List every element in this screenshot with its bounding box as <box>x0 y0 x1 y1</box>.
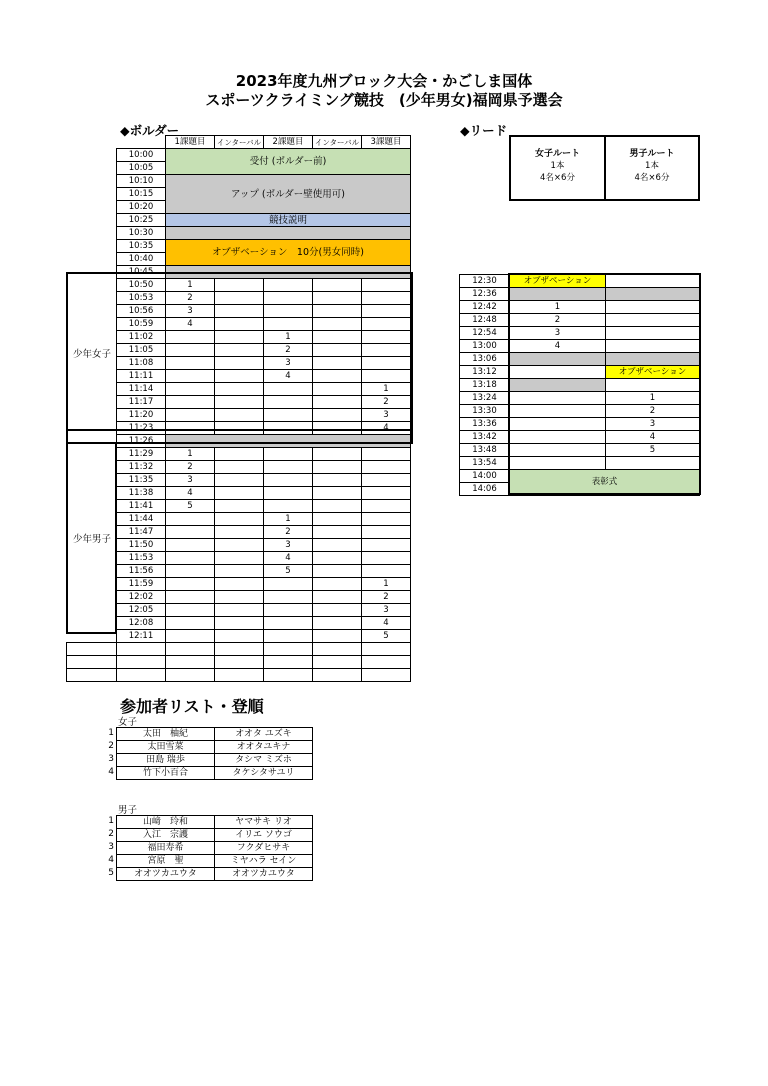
men-participant-list <box>116 815 313 881</box>
participant-row <box>117 767 313 780</box>
participant-name: 太田雪菜 <box>117 741 215 754</box>
problem3-cell <box>362 513 411 526</box>
time-cell: 11:02 <box>117 331 166 344</box>
boulder-row <box>67 617 411 630</box>
boulder-row <box>67 591 411 604</box>
problem3-cell <box>362 539 411 552</box>
interval2-cell <box>313 448 362 461</box>
lead-row <box>460 418 700 431</box>
time-cell: 13:06 <box>460 353 510 366</box>
empty-cell <box>67 643 117 656</box>
problem3-cell: 4 <box>362 422 411 435</box>
time-cell: 10:40 <box>117 253 166 266</box>
time-cell: 11:47 <box>117 526 166 539</box>
women-cell <box>510 431 606 444</box>
interval1-cell <box>215 565 264 578</box>
time-cell: 10:30 <box>117 227 166 240</box>
problem3-cell: 5 <box>362 630 411 643</box>
women-cell <box>510 353 606 366</box>
interval2-cell <box>313 604 362 617</box>
lead-row <box>460 275 700 288</box>
interval1-cell <box>215 539 264 552</box>
women-list-label: 女子 <box>118 717 138 728</box>
problem3-cell: 3 <box>362 409 411 422</box>
problem2-cell <box>264 500 313 513</box>
time-cell: 12:05 <box>117 604 166 617</box>
interval2-cell <box>313 578 362 591</box>
participant-number: 1 <box>108 816 114 826</box>
problem1-cell: 3 <box>166 474 215 487</box>
lead-row <box>460 470 700 483</box>
participant-row <box>117 842 313 855</box>
women-route-count: 1本 <box>550 161 565 171</box>
time-cell: 13:18 <box>460 379 510 392</box>
time-cell: 13:42 <box>460 431 510 444</box>
men-cell: 5 <box>606 444 700 457</box>
men-cell <box>606 379 700 392</box>
problem1-cell <box>166 578 215 591</box>
women-cell <box>510 379 606 392</box>
problem2-cell: 3 <box>264 539 313 552</box>
interval1-cell <box>215 630 264 643</box>
time-cell: 10:20 <box>117 201 166 214</box>
participant-row <box>117 741 313 754</box>
time-cell: 11:29 <box>117 448 166 461</box>
problem2-cell <box>264 591 313 604</box>
problem1-cell <box>166 526 215 539</box>
participant-name: 入江 宗護 <box>117 829 215 842</box>
men-cell: 3 <box>606 418 700 431</box>
interval1-cell <box>215 617 264 630</box>
column-header: 2課題目 <box>264 136 313 149</box>
women-cell <box>510 418 606 431</box>
lead-row <box>460 340 700 353</box>
time-cell: 10:00 <box>117 149 166 162</box>
time-cell: 11:44 <box>117 513 166 526</box>
time-cell: 11:05 <box>117 344 166 357</box>
problem2-cell: 5 <box>264 565 313 578</box>
participant-name: 福田寿希 <box>117 842 215 855</box>
problem3-cell: 2 <box>362 591 411 604</box>
interval2-cell <box>313 565 362 578</box>
participant-row <box>117 754 313 767</box>
problem3-cell <box>362 500 411 513</box>
participant-name: 太田 柚紀 <box>117 728 215 741</box>
women-cell <box>510 288 606 301</box>
participant-kana: タケシタサユリ <box>215 767 313 780</box>
time-cell: 12:02 <box>117 591 166 604</box>
problem3-cell <box>362 526 411 539</box>
women-cell <box>510 444 606 457</box>
interval1-cell <box>215 578 264 591</box>
interval2-cell <box>313 526 362 539</box>
men-list-label: 男子 <box>118 805 138 816</box>
problem2-cell: 2 <box>264 526 313 539</box>
interval2-cell <box>313 500 362 513</box>
women-group-frame <box>66 272 413 431</box>
participant-row <box>117 728 313 741</box>
lead-row <box>460 405 700 418</box>
warmup-event: アップ (ボルダー壁使用可) <box>166 175 411 214</box>
women-route-title: 女子ルート <box>534 149 580 159</box>
lead-row <box>460 431 700 444</box>
empty-cell <box>362 643 411 656</box>
time-cell: 11:38 <box>117 487 166 500</box>
problem3-cell <box>362 552 411 565</box>
participant-kana: ミヤハラ セイン <box>215 855 313 868</box>
problem2-cell <box>264 474 313 487</box>
time-cell: 13:24 <box>460 392 510 405</box>
problem3-cell: 2 <box>362 396 411 409</box>
time-cell: 13:30 <box>460 405 510 418</box>
time-cell: 11:26 <box>117 435 166 448</box>
problem1-cell <box>166 539 215 552</box>
empty-cell <box>215 656 264 669</box>
document-title-line1: 2023年度九州ブロック大会・かごしま国体 <box>235 72 533 90</box>
problem3-cell <box>362 565 411 578</box>
time-cell: 10:59 <box>117 318 166 331</box>
interval1-cell <box>215 487 264 500</box>
problem1-cell <box>166 630 215 643</box>
participant-number: 5 <box>108 868 114 878</box>
time-cell: 11:35 <box>117 474 166 487</box>
boulder-heading: ◆ボルダー <box>120 123 180 138</box>
empty-cell <box>313 656 362 669</box>
problem1-cell: 4 <box>166 318 215 331</box>
interval2-cell <box>313 630 362 643</box>
time-cell: 13:54 <box>460 457 510 470</box>
time-cell: 11:17 <box>117 396 166 409</box>
participant-row <box>117 829 313 842</box>
empty-cell <box>117 669 166 682</box>
participant-kana: タシマ ミズホ <box>215 754 313 767</box>
problem2-cell <box>264 604 313 617</box>
empty-row <box>67 643 411 656</box>
men-cell <box>606 457 700 470</box>
column-header: 3課題目 <box>362 136 411 149</box>
problem3-cell <box>362 448 411 461</box>
women-cell <box>510 457 606 470</box>
participant-row <box>117 816 313 829</box>
boulder-row <box>67 565 411 578</box>
time-cell: 12:08 <box>117 617 166 630</box>
interval1-cell <box>215 591 264 604</box>
boulder-row <box>67 513 411 526</box>
participant-row <box>117 868 313 881</box>
men-cell <box>606 301 700 314</box>
column-header: インターバル <box>313 136 362 149</box>
problem2-cell: 4 <box>264 552 313 565</box>
empty-cell <box>166 643 215 656</box>
boulder-row <box>67 500 411 513</box>
empty-cell <box>67 656 117 669</box>
lead-row <box>460 457 700 470</box>
empty-cell <box>117 643 166 656</box>
time-cell: 11:59 <box>117 578 166 591</box>
problem1-cell <box>166 591 215 604</box>
interval1-cell <box>215 474 264 487</box>
time-cell: 13:48 <box>460 444 510 457</box>
empty-cell <box>215 669 264 682</box>
time-cell: 12:30 <box>460 275 510 288</box>
lead-row <box>460 353 700 366</box>
interval2-cell <box>313 539 362 552</box>
women-observation-cell: オブザベーション <box>510 275 606 288</box>
time-cell: 10:15 <box>117 188 166 201</box>
empty-cell <box>264 656 313 669</box>
problem3-cell <box>362 474 411 487</box>
interval1-cell <box>215 604 264 617</box>
men-cell <box>606 353 700 366</box>
time-cell: 11:08 <box>117 357 166 370</box>
problem3-cell <box>362 487 411 500</box>
participant-name: オオツカユウタ <box>117 868 215 881</box>
men-cell: 1 <box>606 392 700 405</box>
time-cell: 12:48 <box>460 314 510 327</box>
men-observation-cell: オブザベーション <box>606 366 700 379</box>
problem2-cell <box>264 487 313 500</box>
reception-event: 受付 (ボルダー前) <box>166 149 411 175</box>
empty-cell <box>117 656 166 669</box>
break-frame <box>66 429 413 444</box>
men-cell <box>606 340 700 353</box>
time-cell: 10:50 <box>117 279 166 292</box>
problem3-cell: 1 <box>362 578 411 591</box>
women-cell: 3 <box>510 327 606 340</box>
problem1-cell <box>166 604 215 617</box>
problem2-cell <box>264 461 313 474</box>
time-cell: 10:35 <box>117 240 166 253</box>
men-cell <box>606 288 700 301</box>
lead-heading: ◆リード <box>460 123 508 138</box>
time-cell: 10:10 <box>117 175 166 188</box>
lead-row <box>460 392 700 405</box>
women-cell: 1 <box>510 301 606 314</box>
time-cell: 11:50 <box>117 539 166 552</box>
participant-kana: オオツカユウタ <box>215 868 313 881</box>
observation-event: オブザベーション 10分(男女同時) <box>166 240 411 266</box>
participant-number: 4 <box>108 767 114 777</box>
men-route-detail: 4名×6分 <box>634 173 670 183</box>
empty-row <box>67 656 411 669</box>
participant-name: 田島 瑞歩 <box>117 754 215 767</box>
men-route-info <box>606 148 698 184</box>
interval2-cell <box>313 513 362 526</box>
document-title-line2: スポーツクライミング競技 (少年男女)福岡県予選会 <box>205 91 563 109</box>
problem1-cell <box>166 513 215 526</box>
women-route-detail: 4名×6分 <box>540 173 575 183</box>
problem1-cell: 2 <box>166 292 215 305</box>
men-route-count: 1本 <box>645 161 659 171</box>
women-cell: 2 <box>510 314 606 327</box>
participant-name: 竹下小百合 <box>117 767 215 780</box>
time-cell: 10:53 <box>117 292 166 305</box>
boulder-header-row <box>67 136 411 149</box>
time-cell: 13:12 <box>460 366 510 379</box>
empty-cell <box>313 643 362 656</box>
interval2-cell <box>313 552 362 565</box>
problem2-cell <box>264 578 313 591</box>
time-cell: 11:23 <box>117 422 166 435</box>
participant-kana: フクダヒサキ <box>215 842 313 855</box>
interval2-cell <box>313 461 362 474</box>
empty-cell <box>264 643 313 656</box>
lead-row <box>460 379 700 392</box>
boulder-row <box>67 630 411 643</box>
boulder-row <box>67 474 411 487</box>
problem2-cell: 1 <box>264 513 313 526</box>
lead-schedule-table <box>459 274 700 496</box>
interval1-cell <box>215 526 264 539</box>
time-cell: 10:56 <box>117 305 166 318</box>
column-header: インターバル <box>215 136 264 149</box>
time-cell: 11:14 <box>117 383 166 396</box>
empty-cell <box>362 669 411 682</box>
problem2-cell <box>264 630 313 643</box>
women-group-label: 少年女子 <box>72 349 111 360</box>
problem2-cell: 4 <box>264 370 313 383</box>
interval2-cell <box>313 591 362 604</box>
participant-number: 3 <box>108 754 114 764</box>
problem3-cell: 1 <box>362 383 411 396</box>
participant-kana: オオタユキナ <box>215 741 313 754</box>
empty-cell <box>215 643 264 656</box>
women-route-info <box>511 148 604 184</box>
time-cell: 12:36 <box>460 288 510 301</box>
lead-row <box>460 288 700 301</box>
problem1-cell <box>166 617 215 630</box>
boulder-row <box>67 539 411 552</box>
time-cell: 11:41 <box>117 500 166 513</box>
problem1-cell: 3 <box>166 305 215 318</box>
interval1-cell <box>215 461 264 474</box>
gap-cell <box>166 227 411 240</box>
problem1-cell: 1 <box>166 448 215 461</box>
boulder-row <box>67 604 411 617</box>
time-cell: 11:32 <box>117 461 166 474</box>
problem1-cell: 5 <box>166 500 215 513</box>
problem2-cell: 2 <box>264 344 313 357</box>
interval1-cell <box>215 513 264 526</box>
participant-number: 2 <box>108 741 114 751</box>
time-cell: 10:25 <box>117 214 166 227</box>
time-cell: 14:06 <box>460 483 510 496</box>
empty-cell <box>313 669 362 682</box>
interval1-cell <box>215 552 264 565</box>
time-cell: 13:00 <box>460 340 510 353</box>
interval2-cell <box>313 474 362 487</box>
award-cell: 表彰式 <box>510 470 700 496</box>
participants-heading: 参加者リスト・登順 <box>120 697 264 716</box>
participant-kana: オオタ ユズキ <box>215 728 313 741</box>
lead-row <box>460 301 700 314</box>
lead-row <box>460 366 700 379</box>
men-cell <box>606 327 700 340</box>
time-cell: 12:54 <box>460 327 510 340</box>
interval1-cell <box>215 448 264 461</box>
boulder-row <box>67 526 411 539</box>
empty-cell <box>67 669 117 682</box>
column-header: 1課題目 <box>166 136 215 149</box>
men-group-label: 少年男子 <box>72 534 111 545</box>
participant-kana: イリエ ソウゴ <box>215 829 313 842</box>
problem3-cell: 3 <box>362 604 411 617</box>
problem1-cell: 1 <box>166 279 215 292</box>
participant-number: 2 <box>108 829 114 839</box>
time-cell: 10:05 <box>117 162 166 175</box>
boulder-row <box>67 461 411 474</box>
time-cell: 11:20 <box>117 409 166 422</box>
problem3-cell: 4 <box>362 617 411 630</box>
participant-number: 1 <box>108 728 114 738</box>
lead-row <box>460 444 700 457</box>
problem1-cell: 2 <box>166 461 215 474</box>
lead-row <box>460 314 700 327</box>
time-cell: 10:45 <box>117 266 166 279</box>
boulder-row <box>67 578 411 591</box>
problem1-cell <box>166 565 215 578</box>
problem2-cell <box>264 448 313 461</box>
interval2-cell <box>313 617 362 630</box>
interval1-cell <box>215 500 264 513</box>
problem2-cell <box>264 617 313 630</box>
women-cell: 4 <box>510 340 606 353</box>
time-cell: 13:36 <box>460 418 510 431</box>
time-cell: 14:00 <box>460 470 510 483</box>
empty-cell <box>362 656 411 669</box>
problem1-cell <box>166 552 215 565</box>
men-route-title: 男子ルート <box>629 149 675 159</box>
briefing-event: 競技説明 <box>166 214 411 227</box>
problem3-cell <box>362 461 411 474</box>
problem2-cell: 3 <box>264 357 313 370</box>
men-cell: 2 <box>606 405 700 418</box>
participant-name: 山﨑 玲和 <box>117 816 215 829</box>
participant-number: 3 <box>108 842 114 852</box>
time-cell: 12:42 <box>460 301 510 314</box>
participant-kana: ヤマサキ リオ <box>215 816 313 829</box>
boulder-row <box>67 487 411 500</box>
empty-cell <box>166 656 215 669</box>
time-cell: 11:11 <box>117 370 166 383</box>
women-participant-list <box>116 727 313 780</box>
men-cell <box>606 314 700 327</box>
time-cell: 11:56 <box>117 565 166 578</box>
boulder-row <box>67 448 411 461</box>
empty-cell <box>264 669 313 682</box>
empty-cell <box>166 669 215 682</box>
men-cell <box>606 275 700 288</box>
problem2-cell: 1 <box>264 331 313 344</box>
interval2-cell <box>313 487 362 500</box>
time-cell: 11:53 <box>117 552 166 565</box>
lead-row <box>460 327 700 340</box>
participant-number: 4 <box>108 855 114 865</box>
boulder-row <box>67 552 411 565</box>
participant-row <box>117 855 313 868</box>
women-cell <box>510 405 606 418</box>
men-cell: 4 <box>606 431 700 444</box>
problem1-cell: 4 <box>166 487 215 500</box>
women-cell <box>510 366 606 379</box>
empty-row <box>67 669 411 682</box>
participant-name: 宮原 聖 <box>117 855 215 868</box>
women-cell <box>510 392 606 405</box>
time-cell: 12:11 <box>117 630 166 643</box>
